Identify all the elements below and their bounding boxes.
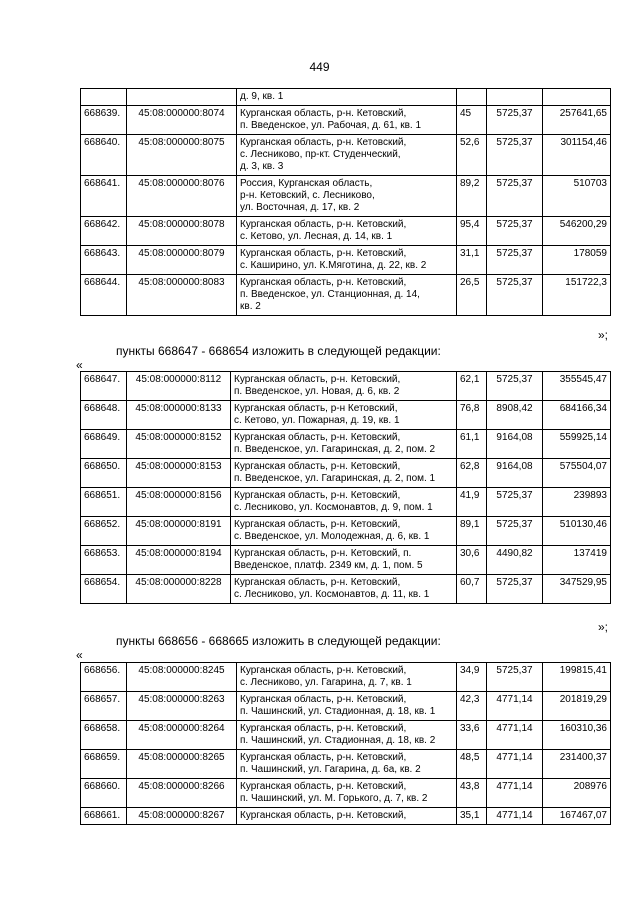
cadastral-value-cell: 160310,36 (543, 721, 611, 750)
area-cell (457, 89, 487, 106)
address-cell (237, 217, 457, 246)
cadastral-value-cell: 510703 (543, 176, 611, 217)
table-row (81, 517, 611, 546)
rate-cell: 9164,08 (487, 459, 543, 488)
address-cell (237, 750, 457, 779)
address-line: Россия, Курганская область, (240, 178, 373, 189)
address-line: с. Лесниково, пр-кт. Студенческий, (240, 149, 401, 160)
cadastral-number-cell: 45:08:000000:8194 (127, 546, 231, 575)
amendment-instruction: пункты 668656 - 668665 изложить в следующей редакции: (116, 634, 441, 648)
area-cell: 62,1 (457, 372, 487, 401)
cadastral-number-cell: 45:08:000000:8266 (127, 779, 237, 808)
area-cell: 60,7 (457, 575, 487, 604)
address-line: кв. 2 (240, 301, 261, 312)
address-line: Курганская область, р-н. Кетовский, (240, 723, 407, 734)
cadastral-value-cell: 151722,3 (543, 275, 611, 316)
address-line: п. Введенское, ул. Станционная, д. 14, (240, 289, 420, 300)
rate-cell: 5725,37 (487, 517, 543, 546)
area-cell: 61,1 (457, 430, 487, 459)
address-line: Курганская область, р-н. Кетовский, (234, 432, 401, 443)
cadastral-number-cell: 45:08:000000:8078 (127, 217, 237, 246)
address-line: Курганская область, р-н. Кетовский, (234, 490, 401, 501)
cadastral-number-cell: 45:08:000000:8156 (127, 488, 231, 517)
row-number-cell: 668647. (81, 372, 127, 401)
area-cell: 35,1 (457, 808, 487, 825)
row-number-cell: 668659. (81, 750, 127, 779)
address-line: Курганская область, р-н. Кетовский, (234, 519, 401, 530)
row-number-cell: 668654. (81, 575, 127, 604)
area-cell: 89,2 (457, 176, 487, 217)
cadastral-number-cell (127, 89, 237, 106)
cadastral-value-cell: 208976 (543, 779, 611, 808)
address-line: п. Чашинский, ул. М. Горького, д. 7, кв. 2 (240, 793, 428, 804)
table-row (81, 575, 611, 604)
address-line: с. Лесниково, ул. Космонавтов, д. 9, пом. 1 (234, 502, 433, 513)
cadastral-value-cell (543, 89, 611, 106)
row-number-cell: 668648. (81, 401, 127, 430)
cadastral-value-cell: 231400,37 (543, 750, 611, 779)
cadastral-value-cell: 355545,47 (543, 372, 611, 401)
address-cell (237, 135, 457, 176)
rate-cell: 5725,37 (487, 488, 543, 517)
address-line: п. Введенское, ул. Рабочая, д. 61, кв. 1 (240, 120, 422, 131)
area-cell: 45 (457, 106, 487, 135)
row-number-cell: 668642. (81, 217, 127, 246)
cadastral-number-cell: 45:08:000000:8112 (127, 372, 231, 401)
cadastral-value-cell: 301154,46 (543, 135, 611, 176)
row-number-cell: 668643. (81, 246, 127, 275)
address-cell (231, 488, 457, 517)
row-number-cell: 668656. (81, 663, 127, 692)
area-cell: 89,1 (457, 517, 487, 546)
cadastral-number-cell: 45:08:000000:8133 (127, 401, 231, 430)
rate-cell: 5725,37 (487, 575, 543, 604)
rate-cell: 5725,37 (487, 246, 543, 275)
address-line: Курганская область, р-н. Кетовский, (240, 665, 407, 676)
address-line: Курганская область, р-н Кетовский, (234, 403, 398, 414)
address-line: Курганская область, р-н. Кетовский, (234, 461, 401, 472)
area-cell: 76,8 (457, 401, 487, 430)
rate-cell: 5725,37 (487, 275, 543, 316)
table-row (81, 546, 611, 575)
cadastral-value-cell: 510130,46 (543, 517, 611, 546)
address-cell (237, 246, 457, 275)
cadastral-value-cell: 167467,07 (543, 808, 611, 825)
row-number-cell: 668639. (81, 106, 127, 135)
table-row (81, 663, 611, 692)
address-line: с. Лесниково, ул. Космонавтов, д. 11, кв. 1 (234, 589, 430, 600)
address-cell (231, 430, 457, 459)
table-row (81, 459, 611, 488)
table-row (81, 176, 611, 217)
address-line: Курганская область, р-н. Кетовский, (240, 248, 407, 259)
address-cell (231, 401, 457, 430)
address-cell (231, 459, 457, 488)
rate-cell: 4771,14 (487, 721, 543, 750)
table-row (81, 275, 611, 316)
address-line: с. Кетово, ул. Пожарная, д. 19, кв. 1 (234, 415, 400, 426)
area-cell: 52,6 (457, 135, 487, 176)
table-row (81, 430, 611, 459)
address-line: Курганская область, р-н. Кетовский, (240, 219, 407, 230)
address-line: с. Лесниково, ул. Гагарина, д. 7, кв. 1 (240, 677, 412, 688)
address-cell (237, 808, 457, 825)
cadastral-value-cell: 199815,41 (543, 663, 611, 692)
address-line: Курганская область, р-н. Кетовский, (240, 781, 407, 792)
cadastral-value-cell: 347529,95 (543, 575, 611, 604)
table-row (81, 808, 611, 825)
row-number-cell: 668641. (81, 176, 127, 217)
address-cell (237, 721, 457, 750)
cadastral-value-cell: 137419 (543, 546, 611, 575)
register-table-2 (80, 371, 611, 604)
row-number-cell: 668644. (81, 275, 127, 316)
table-row (81, 779, 611, 808)
table-row (81, 89, 611, 106)
table-row (81, 488, 611, 517)
area-cell: 43,8 (457, 779, 487, 808)
cadastral-number-cell: 45:08:000000:8264 (127, 721, 237, 750)
address-cell (237, 692, 457, 721)
row-number-cell: 668652. (81, 517, 127, 546)
rate-cell: 5725,37 (487, 372, 543, 401)
closing-quote: »; (597, 620, 608, 634)
table-row (81, 372, 611, 401)
table-row (81, 721, 611, 750)
address-line: п. Введенское, ул. Гагаринская, д. 2, пом. 2 (234, 444, 436, 455)
rate-cell: 5725,37 (487, 135, 543, 176)
cadastral-number-cell: 45:08:000000:8267 (127, 808, 237, 825)
address-line: с. Кетово, ул. Лесная, д. 14, кв. 1 (240, 231, 393, 242)
amendment-instruction: пункты 668647 - 668654 изложить в следующей редакции: (116, 344, 441, 358)
address-line: Курганская область, р-н. Кетовский, (240, 694, 407, 705)
address-line: п. Чашинский, ул. Стадионная, д. 18, кв. 1 (240, 706, 436, 717)
address-cell (237, 275, 457, 316)
table-row (81, 750, 611, 779)
address-line: п. Чашинский, ул. Гагарина, д. 6а, кв. 2 (240, 764, 421, 775)
address-cell (231, 372, 457, 401)
page-number: 449 (309, 60, 330, 74)
row-number-cell: 668657. (81, 692, 127, 721)
address-line: Курганская область, р-н. Кетовский, п. (234, 548, 412, 559)
row-number-cell: 668658. (81, 721, 127, 750)
address-line: Курганская область, р-н. Кетовский, (240, 810, 407, 821)
address-line: п. Чашинский, ул. Стадионная, д. 18, кв. 2 (240, 735, 436, 746)
register-table-3 (80, 662, 611, 825)
address-line: Курганская область, р-н. Кетовский, (240, 137, 407, 148)
cadastral-number-cell: 45:08:000000:8153 (127, 459, 231, 488)
cadastral-value-cell: 559925,14 (543, 430, 611, 459)
cadastral-number-cell: 45:08:000000:8152 (127, 430, 231, 459)
address-line: с. Каширино, ул. К.Мяготина, д. 22, кв. 2 (240, 260, 427, 271)
address-cell (231, 546, 457, 575)
rate-cell: 4490,82 (487, 546, 543, 575)
closing-quote: »; (597, 328, 608, 342)
area-cell: 26,5 (457, 275, 487, 316)
address-line: с. Введенское, ул. Молодежная, д. 6, кв. 1 (234, 531, 430, 542)
address-cell (237, 89, 457, 106)
address-line: Курганская область, р-н. Кетовский, (240, 752, 407, 763)
cadastral-value-cell: 546200,29 (543, 217, 611, 246)
rate-cell: 9164,08 (487, 430, 543, 459)
cadastral-number-cell: 45:08:000000:8265 (127, 750, 237, 779)
cadastral-value-cell: 684166,34 (543, 401, 611, 430)
address-line: д. 9, кв. 1 (240, 91, 284, 102)
area-cell: 33,6 (457, 721, 487, 750)
address-line: ул. Восточная, д. 17, кв. 2 (240, 202, 360, 213)
cadastral-number-cell: 45:08:000000:8074 (127, 106, 237, 135)
rate-cell: 4771,14 (487, 779, 543, 808)
table-row (81, 692, 611, 721)
area-cell: 31,1 (457, 246, 487, 275)
address-line: р-н. Кетовский, с. Лесниково, (240, 190, 375, 201)
cadastral-number-cell: 45:08:000000:8075 (127, 135, 237, 176)
address-line: Курганская область, р-н. Кетовский, (234, 374, 401, 385)
cadastral-value-cell: 239893 (543, 488, 611, 517)
cadastral-number-cell: 45:08:000000:8079 (127, 246, 237, 275)
address-line: п. Введенское, ул. Новая, д. 6, кв. 2 (234, 386, 400, 397)
rate-cell: 4771,14 (487, 750, 543, 779)
area-cell: 34,9 (457, 663, 487, 692)
rate-cell: 4771,14 (487, 692, 543, 721)
table-row (81, 401, 611, 430)
row-number-cell: 668650. (81, 459, 127, 488)
row-number-cell: 668649. (81, 430, 127, 459)
rate-cell: 8908,42 (487, 401, 543, 430)
address-cell (237, 779, 457, 808)
rate-cell: 5725,37 (487, 217, 543, 246)
cadastral-value-cell: 257641,65 (543, 106, 611, 135)
address-cell (231, 575, 457, 604)
row-number-cell: 668640. (81, 135, 127, 176)
address-cell (231, 517, 457, 546)
area-cell: 30,6 (457, 546, 487, 575)
cadastral-number-cell: 45:08:000000:8228 (127, 575, 231, 604)
address-line: Курганская область, р-н. Кетовский, (240, 108, 407, 119)
cadastral-value-cell: 178059 (543, 246, 611, 275)
table-row (81, 217, 611, 246)
rate-cell: 5725,37 (487, 663, 543, 692)
row-number-cell: 668653. (81, 546, 127, 575)
rate-cell (487, 89, 543, 106)
cadastral-value-cell: 575504,07 (543, 459, 611, 488)
area-cell: 42,3 (457, 692, 487, 721)
cadastral-number-cell: 45:08:000000:8263 (127, 692, 237, 721)
rate-cell: 4771,14 (487, 808, 543, 825)
rate-cell: 5725,37 (487, 176, 543, 217)
row-number-cell (81, 89, 127, 106)
table-row (81, 246, 611, 275)
cadastral-number-cell: 45:08:000000:8191 (127, 517, 231, 546)
address-cell (237, 106, 457, 135)
area-cell: 62,8 (457, 459, 487, 488)
opening-quote: « (76, 648, 83, 662)
cadastral-number-cell: 45:08:000000:8083 (127, 275, 237, 316)
row-number-cell: 668660. (81, 779, 127, 808)
table-row (81, 135, 611, 176)
address-cell (237, 663, 457, 692)
area-cell: 48,5 (457, 750, 487, 779)
area-cell: 95,4 (457, 217, 487, 246)
row-number-cell: 668661. (81, 808, 127, 825)
opening-quote: « (76, 358, 83, 372)
address-line: Введенское, платф. 2349 км, д. 1, пом. 5 (234, 560, 423, 571)
address-cell (237, 176, 457, 217)
address-line: Курганская область, р-н. Кетовский, (240, 277, 407, 288)
address-line: п. Введенское, ул. Гагаринская, д. 2, пом. 1 (234, 473, 436, 484)
area-cell: 41,9 (457, 488, 487, 517)
address-line: д. 3, кв. 3 (240, 161, 284, 172)
register-table-1 (80, 88, 611, 316)
table-row (81, 106, 611, 135)
cadastral-number-cell: 45:08:000000:8076 (127, 176, 237, 217)
rate-cell: 5725,37 (487, 106, 543, 135)
address-line: Курганская область, р-н. Кетовский, (234, 577, 401, 588)
row-number-cell: 668651. (81, 488, 127, 517)
cadastral-number-cell: 45:08:000000:8245 (127, 663, 237, 692)
cadastral-value-cell: 201819,29 (543, 692, 611, 721)
